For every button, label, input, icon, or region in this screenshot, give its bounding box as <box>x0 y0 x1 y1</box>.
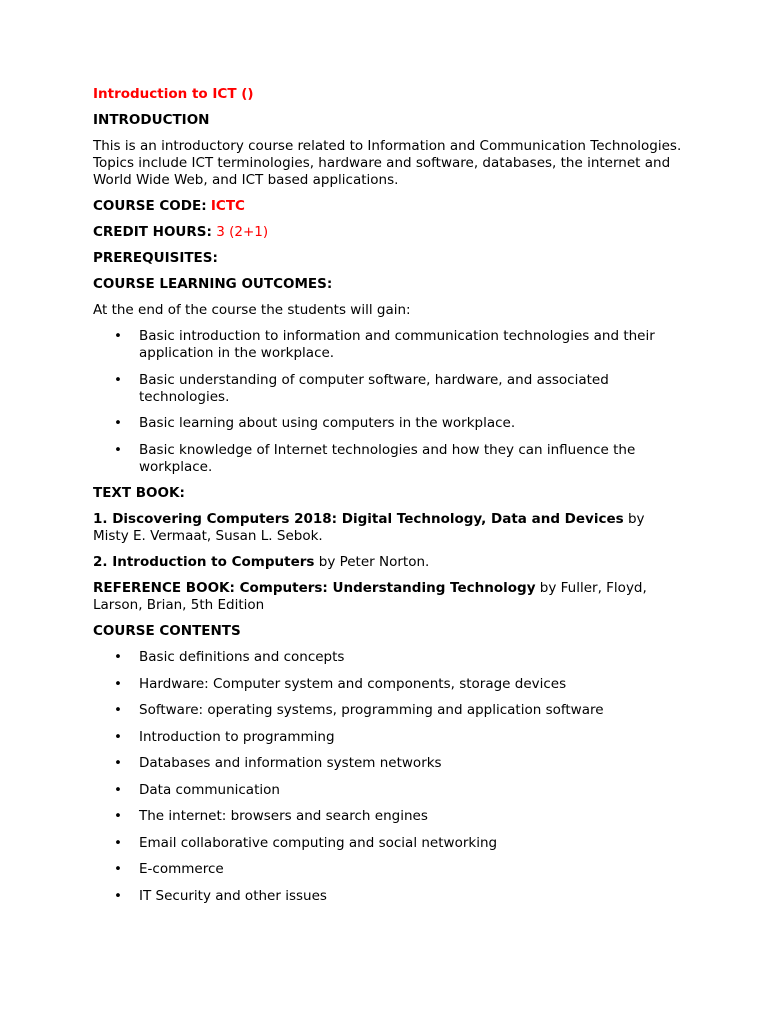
credit-hours-label: CREDIT HOURS: <box>93 224 212 240</box>
prerequisites-label: PREREQUISITES: <box>93 250 218 266</box>
text-book-1 <box>93 511 683 545</box>
reference-book <box>93 580 683 614</box>
list-item: • Hardware: Computer system and components, storage devices <box>93 676 683 693</box>
list-item: • Basic introduction to information and communication technologies and their application in the workplace. <box>93 328 683 362</box>
text-book-2-authors: by Peter Norton. <box>314 554 430 570</box>
list-item: • Basic knowledge of Internet technologies and how they can influence the workplace. <box>93 442 683 476</box>
document-page <box>93 86 683 914</box>
course-contents-list <box>93 649 683 905</box>
introduction-text: This is an introductory course related to Information and Communication Technologies. Topics include ICT terminologies, hardware and software, databases, the internet and World Wide Web, and ICT based applications. <box>93 138 682 188</box>
credit-hours-line <box>93 224 683 241</box>
course-contents-heading: COURSE CONTENTS <box>93 623 241 639</box>
list-item: • Basic understanding of computer software, hardware, and associated technologies. <box>93 372 683 406</box>
list-item: • Basic definitions and concepts <box>93 649 683 666</box>
list-item: • Databases and information system networks <box>93 755 683 772</box>
list-item: • Software: operating systems, programming and application software <box>93 702 683 719</box>
reference-book-authors: by Fuller, Floyd, Larson, Brian, 5th Edition <box>93 580 647 613</box>
text-book-1-authors: by Misty E. Vermaat, Susan L. Sebok. <box>93 511 645 544</box>
document-title: Introduction to ICT () <box>93 86 254 102</box>
reference-book-title: REFERENCE BOOK: Computers: Understanding Technology <box>93 580 536 596</box>
list-item: • IT Security and other issues <box>93 888 683 905</box>
learning-outcomes-intro: At the end of the course the students will gain: <box>93 302 411 318</box>
credit-hours-value: 3 (2+1) <box>216 224 269 240</box>
introduction-heading: INTRODUCTION <box>93 112 210 128</box>
course-code-label: COURSE CODE: <box>93 198 207 214</box>
list-item: • Data communication <box>93 782 683 799</box>
list-item: • Basic learning about using computers in the workplace. <box>93 415 683 432</box>
list-item: • E-commerce <box>93 861 683 878</box>
list-item: • Email collaborative computing and social networking <box>93 835 683 852</box>
text-book-heading: TEXT BOOK: <box>93 485 185 501</box>
learning-outcomes-list <box>93 328 683 476</box>
course-code-value: ICTC <box>210 198 245 214</box>
text-book-1-title: 1. Discovering Computers 2018: Digital Technology, Data and Devices <box>93 511 624 527</box>
course-code-line <box>93 198 683 215</box>
text-book-2-title: 2. Introduction to Computers <box>93 554 315 570</box>
text-book-2 <box>93 554 683 571</box>
learning-outcomes-heading: COURSE LEARNING OUTCOMES: <box>93 276 333 292</box>
list-item: • Introduction to programming <box>93 729 683 746</box>
list-item: • The internet: browsers and search engines <box>93 808 683 825</box>
